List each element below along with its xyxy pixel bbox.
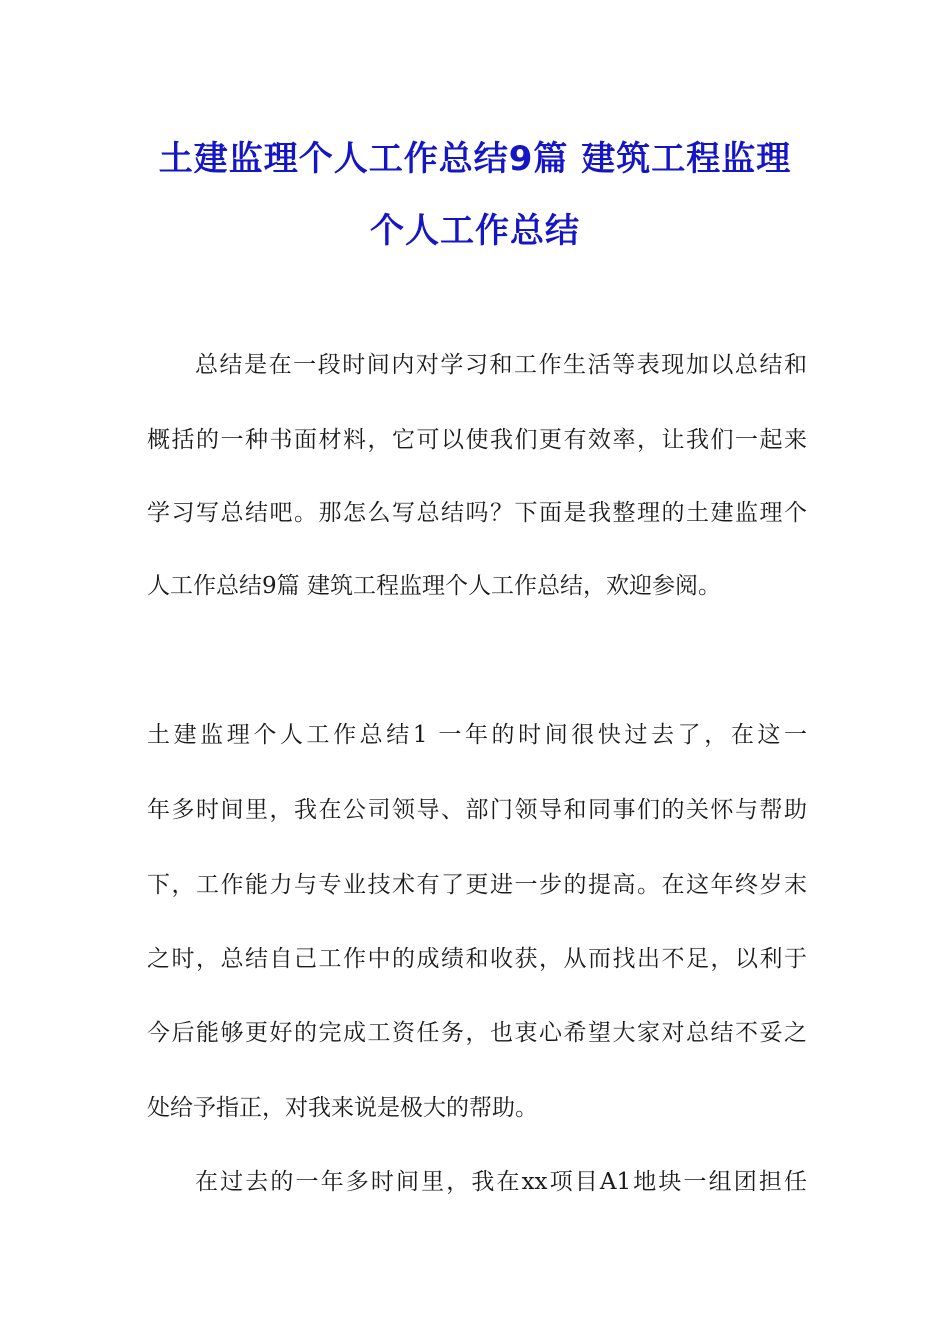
section-1-line: 土建监理个人工作总结1 一年的时间很快过去了，在这一 — [147, 722, 807, 748]
intro-line: 概括的一种书面材料，它可以使我们更有效率，让我们一起来 — [147, 427, 807, 453]
section-1-line: 下，工作能力与专业技术有了更进一步的提高。在这年终岁末 — [147, 872, 807, 898]
document-title-line-2: 个人工作总结 — [370, 211, 580, 251]
document-title-line-1: 土建监理个人工作总结9篇 建筑工程监理 — [158, 139, 792, 179]
paragraph-2-line: 在过去的一年多时间里，我在xx项目A1地块一组团担任 — [195, 1169, 807, 1195]
section-1-line: 今后能够更好的完成工资任务，也衷心希望大家对总结不妥之 — [147, 1020, 807, 1046]
intro-line: 学习写总结吧。那怎么写总结吗？下面是我整理的土建监理个 — [147, 500, 807, 526]
section-1-line: 之时，总结自己工作中的成绩和收获，从而找出不足，以利于 — [147, 946, 807, 972]
section-1-line: 处给予指正，对我来说是极大的帮助。 — [147, 1095, 538, 1121]
section-1-line: 年多时间里，我在公司领导、部门领导和同事们的关怀与帮助 — [147, 797, 807, 823]
intro-line: 人工作总结9篇 建筑工程监理个人工作总结，欢迎参阅。 — [147, 573, 721, 599]
intro-line: 总结是在一段时间内对学习和工作生活等表现加以总结和 — [195, 352, 807, 378]
